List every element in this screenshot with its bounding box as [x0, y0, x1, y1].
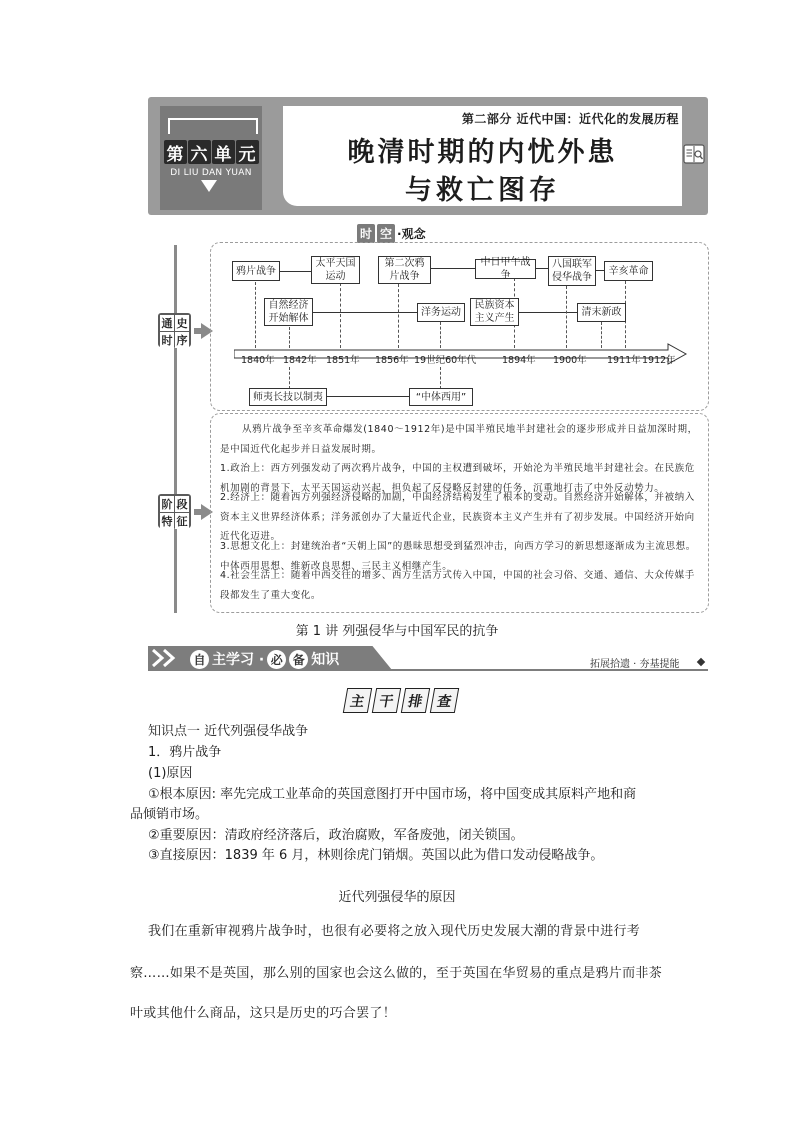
connector: [280, 271, 311, 272]
tag-char: 段: [176, 498, 188, 511]
tag-char: 史: [176, 317, 188, 330]
concept-suffix: ·观念: [397, 226, 426, 241]
tag-char: 阶: [161, 498, 173, 511]
timeline-event: 八国联军 侵华战争: [548, 256, 596, 286]
timeline-year: 1856年: [375, 355, 409, 366]
timeline-event: 民族资本 主义产生: [470, 298, 519, 326]
unit-char: 元: [236, 140, 259, 164]
timeline-year: 1912年: [642, 355, 676, 366]
circle-char: 必: [267, 650, 286, 669]
reason-item-continued: 品倾销市场。: [130, 807, 209, 822]
dashed-link: [289, 367, 290, 389]
timeline-year: 1911年: [607, 355, 641, 366]
feature-item: 4.社会生活上：随着中西交往的增多、西方生活方式传入中国，中国的社会习俗、交通、通信、大众传媒手段都发生了重大变化。: [220, 570, 695, 601]
connector: [536, 268, 548, 269]
feature-item: 3.思想文化上：封建统治者“天朝上国”的愚昧思想受到猛烈冲击，向西方学习的新思想逐渐成为主流思想。中体西用思想、维新改良思想、三民主义相继产生。: [220, 541, 696, 572]
timeline-event: 鸦片战争: [232, 261, 280, 281]
timeline-year: 19世纪60年代: [414, 355, 477, 366]
timeline-year: 1894年: [502, 355, 536, 366]
timeline-event: 辛亥革命: [604, 261, 653, 281]
heading-char: 查: [430, 688, 459, 713]
unit-char: 单: [212, 140, 235, 164]
heading-char: 干: [372, 688, 401, 713]
dashed-link: [398, 284, 399, 348]
knowledge-heading: 知识点一 近代列强侵华战争: [148, 724, 309, 739]
knowledge-subheading: 1．鸦片战争: [148, 745, 222, 760]
timeline-year: 1851年: [326, 355, 360, 366]
connector: [327, 396, 409, 397]
circle-char: 自: [190, 650, 209, 669]
timeline-year: 1900年: [553, 355, 587, 366]
timeline-event: 清末新政: [577, 303, 626, 322]
book-search-icon: [683, 143, 705, 165]
unit-main-title-line2: 与救亡图存: [405, 175, 560, 206]
reason-item: ③直接原因：1839 年 6 月，林则徐虎门销烟。英国以此为借口发动侵略战争。: [148, 848, 604, 863]
timeline-event: 中日甲午战争: [475, 259, 536, 279]
unit-title: [160, 138, 262, 166]
zhugan-paicha-heading: [345, 688, 457, 713]
unit-char: 第: [164, 140, 187, 164]
thought-box: “中体西用”: [409, 388, 473, 406]
timeline-year: 1842年: [283, 355, 317, 366]
dashed-link: [255, 282, 256, 348]
feature-item: 1.政治上：西方列强发动了两次鸦片战争，中国的主权遭到破坏，开始沦为半殖民地半封建社会。在民族危机加剧的背景下，太平天国运动兴起，担负起了反侵略反封建的任务，沉重地打击了中外反动势力。: [220, 463, 695, 494]
tag-char: 时: [161, 334, 173, 347]
heading-char: 排: [401, 688, 430, 713]
dashed-link: [340, 283, 341, 348]
diamond-icon: [697, 658, 705, 666]
section-rail: [174, 245, 177, 613]
timeline-event: 自然经济 开始解体: [264, 298, 313, 326]
timeline-event: 洋务运动: [417, 303, 465, 322]
excerpt-line: 我们在重新审视鸦片战争时，也很有必要将之放入现代历史发展大潮的背景中进行考: [148, 924, 641, 939]
connector: [596, 270, 604, 271]
knowledge-subheading: (1)原因: [148, 766, 193, 781]
section-title-text: 主学习 ·: [212, 652, 265, 668]
unit-char: 六: [188, 140, 211, 164]
connector: [313, 312, 417, 313]
excerpt-line: 察……如果不是英国，那么别的国家也会这么做的，至于英国在华贸易的重点是鸦片而非茶: [130, 966, 663, 981]
concept-box: 空: [377, 224, 395, 243]
circle-char: 备: [289, 650, 308, 669]
unit-pinyin: DI LIU DAN YUAN: [170, 168, 252, 178]
tag-jieduan-tezheng: [158, 494, 191, 528]
tag-char: 征: [176, 515, 188, 528]
dashed-link: [440, 367, 441, 389]
timeline-year: 1840年: [241, 355, 275, 366]
tag-char: 特: [161, 515, 173, 528]
feature-intro: 从鸦片战争至辛亥革命爆发(1840～1912年)是中国半殖民地半封建社会的逐步形成并日益加深时期，是中国近代化起步并日益发展时期。: [220, 424, 698, 455]
lesson-title: 第 1 讲 列强侵华与中国军民的抗争: [295, 624, 499, 639]
section-title-self-study: [190, 649, 339, 669]
reason-item: ②重要原因：清政府经济落后，政治腐败，军备废弛，闭关锁国。: [148, 828, 524, 843]
concept-box: 时: [357, 224, 375, 243]
unit-main-title-line1: 晚清时期的内忧外患: [347, 137, 618, 168]
excerpt-title: 近代列强侵华的原因: [338, 890, 456, 905]
connector: [431, 268, 475, 269]
reason-item: ①根本原因: 率先完成工业革命的英国意图打开中国市场，将中国变成其原料产地和商: [148, 787, 637, 802]
unit-badge-bracket: [168, 118, 258, 134]
timeline-event: 第二次鸦 片战争: [378, 256, 431, 284]
part-subtitle: 第二部分 近代中国：近代化的发展历程: [461, 112, 679, 126]
excerpt-line: 叶或其他什么商品，这只是历史的巧合罢了！: [130, 1006, 397, 1021]
timeline-event: 太平天国 运动: [311, 256, 360, 284]
tag-tongshi-shixu: [158, 313, 191, 347]
tuozhan-label: 拓展拾遗 · 夯基提能: [590, 659, 680, 670]
chevron-double-right-icon: [150, 648, 180, 668]
tag-char: 通: [161, 317, 173, 330]
connector: [519, 312, 577, 313]
thought-box: 师夷长技以制夷: [249, 388, 327, 406]
tag-char: 序: [176, 334, 188, 347]
section-label-shikong: [357, 224, 426, 242]
section-title-text: 知识: [311, 652, 340, 668]
triangle-down-icon: [201, 180, 217, 192]
heading-char: 主: [343, 688, 372, 713]
dashed-link: [566, 286, 567, 348]
feature-item: 2.经济上：随着西方列强经济侵略的加剧，中国经济结构发生了根本的变动。自然经济开始解体，并被纳入资本主义世界经济体系；洋务派创办了大量近代企业，民族资本主义产生并有了初步发展。中国经济开始向近代化迈进。: [220, 492, 695, 542]
